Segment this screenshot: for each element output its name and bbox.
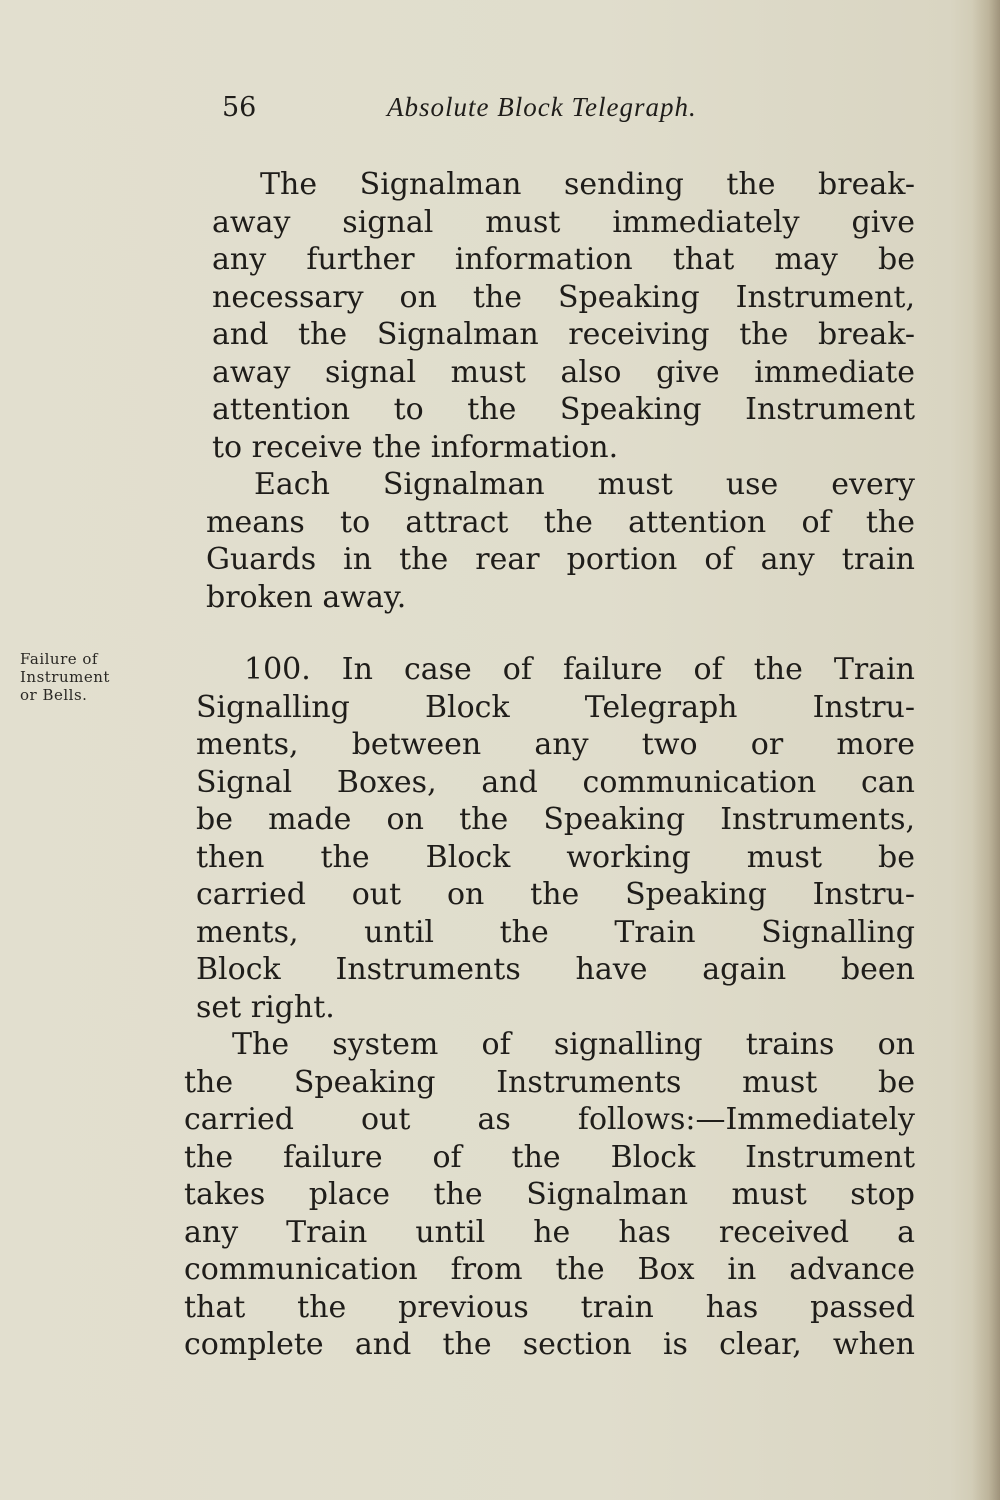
text-line: away signal must also give immediate	[212, 354, 915, 390]
paragraph	[180, 166, 915, 466]
text-line: the failure of the Block Instrument	[184, 1139, 915, 1175]
text-line: Guards in the rear portion of any train	[206, 542, 915, 577]
text-line: set right.	[196, 989, 335, 1025]
text-line: the Speaking Instruments must be	[184, 1064, 915, 1100]
text-line: communication from the Box in advance	[184, 1252, 915, 1287]
marginal-note-line: Instrument	[20, 668, 110, 686]
page-number: 56	[222, 92, 257, 123]
paragraph	[180, 651, 915, 1026]
text-line: and the Signalman receiving the break-	[212, 317, 915, 352]
body-text	[180, 166, 915, 1364]
text-line: takes place the Signalman must stop	[184, 1177, 915, 1212]
text-line: then the Block working must be	[196, 839, 915, 875]
paragraph-gap	[180, 616, 915, 651]
paragraph	[180, 1026, 915, 1364]
text-line: necessary on the Speaking Instrument,	[212, 279, 915, 315]
text-line: The Signalman sending the break-	[260, 167, 915, 202]
text-line: that the previous train has passed	[184, 1289, 915, 1325]
text-line: carried out as follows:—Immediately	[184, 1102, 915, 1137]
text-line: away signal must immediately give	[212, 204, 915, 240]
text-line: Each Signalman must use every	[254, 467, 915, 502]
page-edge-shadow	[972, 0, 1000, 1500]
text-line: ments, between any two or more	[196, 727, 915, 762]
paragraph	[180, 466, 915, 616]
marginal-note-line: Failure of	[20, 650, 98, 668]
text-line: Signal Boxes, and communication can	[196, 764, 915, 800]
text-line: Block Instruments have again been	[196, 952, 915, 987]
text-line: attention to the Speaking Instrument	[212, 392, 915, 427]
text-line: Signalling Block Telegraph Instru-	[196, 689, 915, 725]
text-line: be made on the Speaking Instruments,	[196, 802, 915, 837]
text-line: carried out on the Speaking Instru-	[196, 877, 915, 912]
running-title: Absolute Block Telegraph.	[387, 92, 697, 122]
text-line: complete and the section is clear, when	[184, 1327, 915, 1362]
text-line: any further information that may be	[212, 242, 915, 277]
text-line: to receive the information.	[212, 429, 619, 465]
marginal-note-line: or Bells.	[20, 686, 88, 704]
text-line: broken away.	[206, 579, 407, 615]
text-line: 100. In case of failure of the Train	[244, 652, 915, 687]
marginal-note	[20, 650, 160, 704]
text-line: means to attract the attention of the	[206, 504, 915, 540]
text-line: The system of signalling trains on	[232, 1027, 915, 1062]
page-header	[222, 92, 782, 132]
text-line: any Train until he has received a	[184, 1214, 915, 1250]
text-line: ments, until the Train Signalling	[196, 914, 915, 950]
